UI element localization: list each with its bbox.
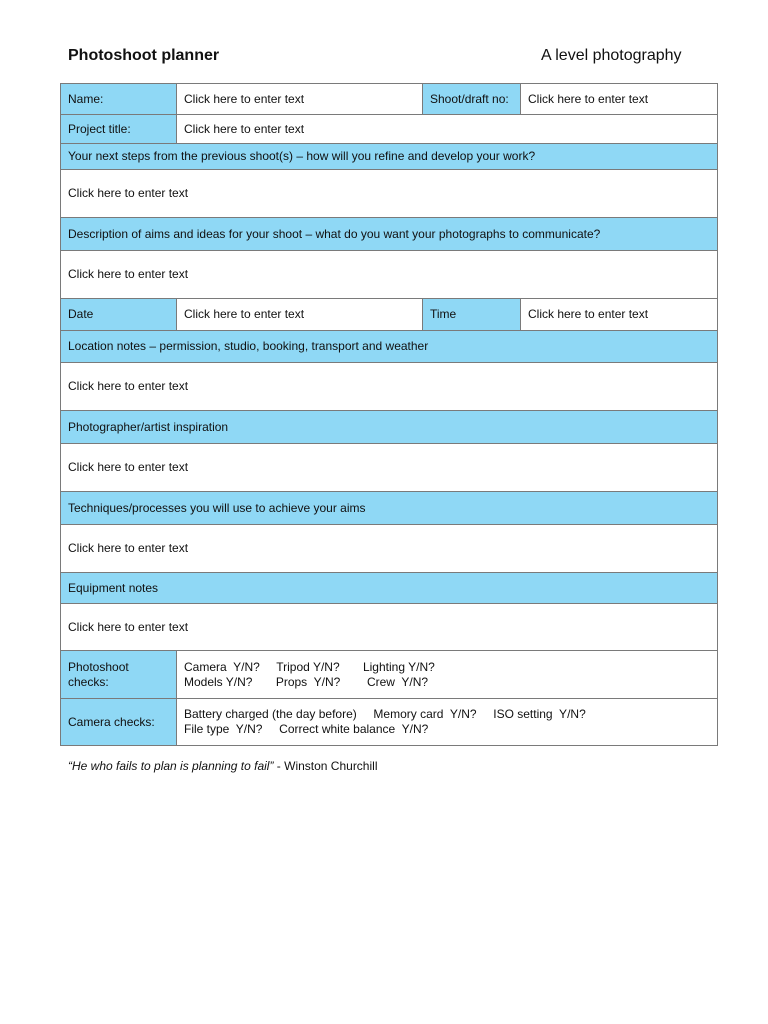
location-heading-row — [61, 331, 718, 363]
quote-text: “He who fails to plan is planning to fail” — [68, 759, 274, 773]
photoshoot-checks-label: Photoshoot checks: — [61, 651, 177, 699]
camera-checks-line-2[interactable]: File type Y/N? Correct white balance Y/N? — [184, 722, 429, 736]
next-steps-row — [61, 170, 718, 218]
time-field[interactable]: Click here to enter text — [521, 299, 718, 331]
equipment-field[interactable]: Click here to enter text — [61, 604, 718, 651]
name-field[interactable]: Click here to enter text — [177, 84, 423, 115]
techniques-row — [61, 525, 718, 573]
camera-checks-line-1[interactable]: Battery charged (the day before) Memory card Y/N? ISO setting Y/N? — [184, 707, 586, 721]
location-heading: Location notes – permission, studio, booking, transport and weather — [61, 331, 718, 363]
aims-field[interactable]: Click here to enter text — [61, 251, 718, 299]
project-title-field[interactable]: Click here to enter text — [177, 115, 718, 144]
date-label: Date — [61, 299, 177, 331]
shoot-no-label: Shoot/draft no: — [423, 84, 521, 115]
photoshoot-checks-cell — [177, 651, 718, 699]
shoot-no-field[interactable]: Click here to enter text — [521, 84, 718, 115]
page-title: Photoshoot planner — [68, 47, 220, 64]
quote — [68, 759, 377, 773]
photoshoot-checks-row — [61, 651, 718, 699]
techniques-field[interactable]: Click here to enter text — [61, 525, 718, 573]
techniques-heading: Techniques/processes you will use to achieve your aims — [61, 492, 718, 525]
name-label: Name: — [61, 84, 177, 115]
camera-checks-cell — [177, 699, 718, 746]
next-steps-heading-row — [61, 144, 718, 170]
equipment-row — [61, 604, 718, 651]
quote-author: - Winston Churchill — [273, 759, 378, 773]
time-label: Time — [423, 299, 521, 331]
subject-heading: A level photography — [541, 47, 682, 64]
location-field[interactable]: Click here to enter text — [61, 363, 718, 411]
camera-checks-row — [61, 699, 718, 746]
inspiration-field[interactable]: Click here to enter text — [61, 444, 718, 492]
location-row — [61, 363, 718, 411]
inspiration-heading: Photographer/artist inspiration — [61, 411, 718, 444]
aims-heading-row — [61, 218, 718, 251]
name-row — [61, 84, 718, 115]
inspiration-heading-row — [61, 411, 718, 444]
date-time-row — [61, 299, 718, 331]
techniques-heading-row — [61, 492, 718, 525]
project-title-label: Project title: — [61, 115, 177, 144]
photoshoot-checks-line-1[interactable]: Camera Y/N? Tripod Y/N? Lighting Y/N? — [184, 659, 435, 674]
aims-heading: Description of aims and ideas for your shoot – what do you want your photographs to communicate? — [61, 218, 718, 251]
project-title-row — [61, 115, 718, 144]
camera-checks-label: Camera checks: — [61, 699, 177, 746]
date-field[interactable]: Click here to enter text — [177, 299, 423, 331]
next-steps-field[interactable]: Click here to enter text — [61, 170, 718, 218]
equipment-heading-row — [61, 573, 718, 604]
planner-table — [60, 83, 718, 746]
inspiration-row — [61, 444, 718, 492]
aims-row — [61, 251, 718, 299]
next-steps-heading: Your next steps from the previous shoot(s) – how will you refine and develop your work? — [61, 144, 718, 170]
equipment-heading: Equipment notes — [61, 573, 718, 604]
photoshoot-checks-line-2[interactable]: Models Y/N? Props Y/N? Crew Y/N? — [184, 674, 429, 689]
